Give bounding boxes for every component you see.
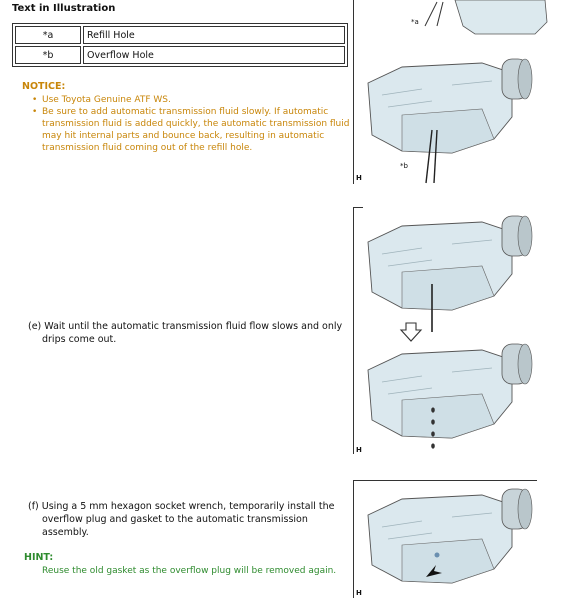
frame-label: H — [356, 174, 362, 182]
frame-label: H — [356, 589, 362, 597]
hint-text: Reuse the old gasket as the overflow plug will be removed again. — [42, 566, 337, 576]
transmission-illustration — [362, 212, 542, 322]
frame-divider — [353, 480, 354, 598]
step-f-line: (f) Using a 5 mm hexagon socket wrench, temporarily install the — [28, 501, 335, 512]
step-f-text — [28, 500, 334, 539]
table-row — [15, 46, 345, 64]
step-e-text — [28, 320, 342, 346]
frame-divider — [353, 207, 363, 208]
section-title: Text in Illustration — [12, 3, 116, 14]
hint-heading: HINT: — [24, 552, 54, 563]
frame-divider — [353, 207, 354, 454]
list-item: • Use Toyota Genuine ATF WS. — [26, 94, 350, 106]
legend-label: Overflow Hole — [83, 46, 345, 64]
step-e-line: drips come out. — [42, 334, 117, 345]
list-item: • Be sure to add automatic transmission fluid slowly. If automatic transmission fluid is added quickly, the automatic transmission fluid may hit internal parts and bounce back, resulting in automatic transmission fluid coming out of the refill hole. — [26, 106, 350, 154]
step-f-line: overflow plug and gasket to the automatic transmission — [42, 514, 308, 525]
table-row — [15, 26, 345, 44]
legend-label: Refill Hole — [83, 26, 345, 44]
transmission-illustration — [362, 340, 542, 450]
arrow-down-icon — [400, 322, 422, 342]
transmission-illustration — [362, 55, 542, 180]
frame-label: H — [356, 446, 362, 454]
callout-a: *a — [411, 18, 419, 26]
transmission-partial-illustration — [415, 0, 555, 40]
legend-code: *a — [15, 26, 81, 44]
frame-divider — [353, 480, 537, 481]
transmission-illustration — [362, 485, 542, 590]
legend-code: *b — [15, 46, 81, 64]
notice-list — [26, 94, 350, 154]
step-f-line: assembly. — [42, 527, 89, 538]
frame-divider — [353, 0, 354, 184]
step-e-line: (e) Wait until the automatic transmission fluid flow slows and only — [28, 321, 343, 332]
legend-table — [12, 23, 348, 67]
notice-heading: NOTICE: — [22, 81, 66, 92]
callout-b: *b — [400, 162, 408, 170]
